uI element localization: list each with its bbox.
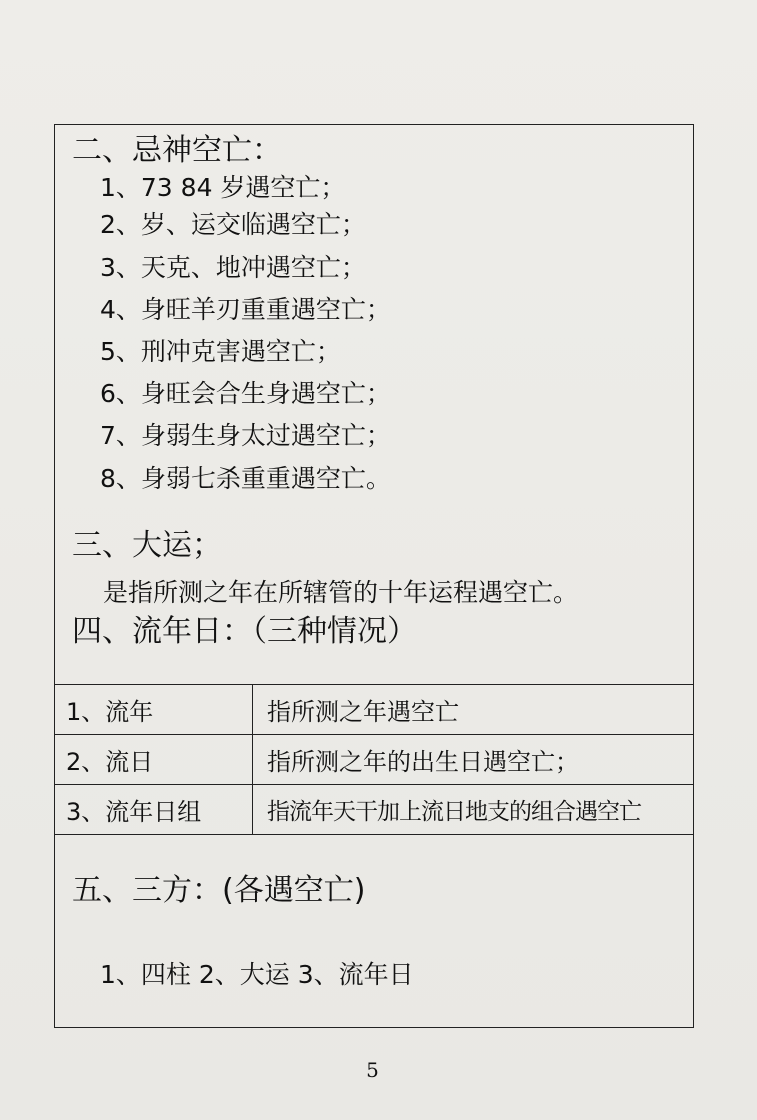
list-item: 5、刑冲克害遇空亡； bbox=[100, 337, 341, 366]
page-number: 5 bbox=[366, 1058, 379, 1082]
section-5-title: 五、三方：(各遇空亡) bbox=[72, 873, 366, 908]
section-4-title: 四、流年日：（三种情况） bbox=[72, 614, 417, 649]
row-desc: 指所测之年的出生日遇空亡； bbox=[253, 735, 695, 785]
table-row bbox=[54, 685, 694, 735]
section-5-text: 1、四柱 2、大运 3、流年日 bbox=[100, 960, 414, 989]
section-3-text: 是指所测之年在所辖管的十年运程遇空亡。 bbox=[103, 578, 579, 607]
row-desc: 指流年天干加上流日地支的组合遇空亡 bbox=[253, 785, 695, 835]
list-item: 7、身弱生身太过遇空亡； bbox=[100, 421, 391, 450]
list-item: 2、岁、运交临遇空亡； bbox=[100, 210, 366, 239]
row-label: 3、流年日组 bbox=[54, 785, 253, 835]
table-row bbox=[54, 735, 694, 785]
section-2-title: 二、忌神空亡： bbox=[72, 133, 282, 168]
list-item: 8、身弱七杀重重遇空亡。 bbox=[100, 464, 391, 493]
list-item: 1、73 84 岁遇空亡； bbox=[100, 173, 346, 202]
row-desc: 指所测之年遇空亡 bbox=[253, 685, 695, 735]
list-item: 3、天克、地冲遇空亡； bbox=[100, 253, 366, 282]
section-3-title: 三、大运； bbox=[72, 528, 222, 563]
list-item: 4、身旺羊刃重重遇空亡； bbox=[100, 295, 391, 324]
list-item: 6、身旺会合生身遇空亡； bbox=[100, 379, 391, 408]
row-label: 2、流日 bbox=[54, 735, 253, 785]
row-label: 1、流年 bbox=[54, 685, 253, 735]
flow-year-table bbox=[54, 684, 694, 835]
table-row bbox=[54, 785, 694, 835]
